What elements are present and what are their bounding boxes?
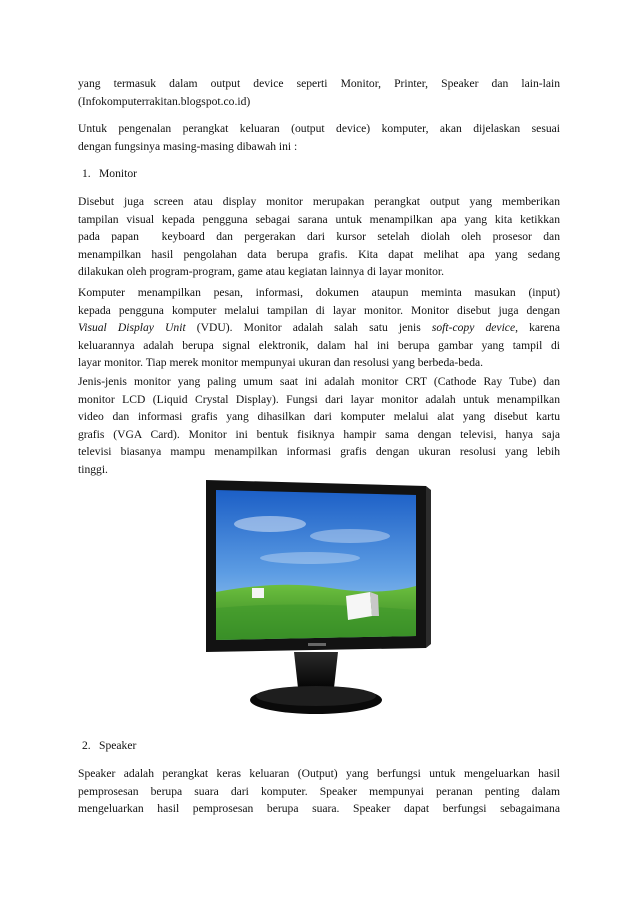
text-line: televisi biasanya mampu menampilkan informasi grafis dengan ukuran resolusi yang lebih bbox=[78, 445, 560, 459]
paragraph-monitor-definition bbox=[78, 193, 560, 281]
heading-label: Speaker bbox=[99, 739, 137, 752]
text-line: keluarannya adalah berupa signal elektronik, dalam hal ini berupa gambar yang tampil di bbox=[78, 338, 560, 352]
text-line: dengan fungsinya masing-masing dibawah ini : bbox=[78, 139, 298, 153]
text-line: Disebut juga screen atau display monitor merupakan perangkat output yang memberikan bbox=[78, 195, 560, 208]
text-line: (Infokomputerrakitan.blogspot.co.id) bbox=[78, 94, 251, 108]
text-line: mengeluarkan hasil pemprosesan berupa suara. Speaker dapat berfungsi sebagaimana bbox=[78, 802, 560, 816]
paragraph-monitor-vdu bbox=[78, 284, 560, 372]
cloud-shape bbox=[310, 529, 390, 543]
text-line: Komputer menampilkan pesan, informasi, dokumen ataupun meminta masukan (input) bbox=[78, 286, 560, 299]
text-line: tinggi. bbox=[78, 462, 108, 476]
monitor-neck bbox=[294, 652, 338, 688]
text-line: pemprosesan berupa suara dari komputer. Speaker mempunyai peranan penting dalam bbox=[78, 784, 560, 798]
text-run: , karena bbox=[515, 321, 560, 335]
text-line: kepada pengguna komputer melalui tampilan di layar monitor. Monitor disebut juga dengan bbox=[78, 303, 560, 317]
section-heading-monitor bbox=[82, 165, 137, 183]
section-heading-speaker bbox=[82, 737, 136, 755]
paragraph-intro bbox=[78, 75, 560, 110]
text-line-mixed bbox=[78, 319, 560, 337]
field-object bbox=[346, 592, 372, 620]
monitor-base-top bbox=[256, 686, 376, 706]
text-line: Untuk pengenalan perangkat keluaran (output device) komputer, akan dijelaskan sesuai bbox=[78, 122, 560, 135]
text-line: grafis (VGA Card). Monitor ini bentuk fisiknya hampir sama dengan televisi, hanya saja bbox=[78, 427, 560, 441]
text-line: pada papan keyboard dan pergerakan dari kursor setelah diolah oleh prosesor dan bbox=[78, 230, 560, 244]
paragraph-pengenalan bbox=[78, 120, 560, 155]
monitor-figure bbox=[200, 476, 432, 722]
paragraph-monitor-types bbox=[78, 373, 560, 479]
cloud-shape bbox=[234, 516, 306, 532]
lcd-monitor-icon bbox=[200, 476, 432, 722]
text-line: yang termasuk dalam output device seperti Monitor, Printer, Speaker dan lain-lain bbox=[78, 77, 560, 90]
field-object bbox=[252, 588, 264, 598]
cloud-shape bbox=[260, 552, 360, 564]
italic-term: Visual Display Unit bbox=[78, 321, 186, 335]
brand-logo bbox=[308, 643, 326, 646]
text-line: tampilan visual kepada pengguna sebagai sarana untuk menampilkan apa yang kita ketikkan bbox=[78, 212, 560, 226]
italic-term: soft-copy device bbox=[431, 321, 516, 335]
heading-number: 2. bbox=[82, 739, 91, 752]
heading-number: 1. bbox=[82, 167, 91, 180]
monitor-side bbox=[426, 486, 431, 648]
paragraph-speaker bbox=[78, 765, 560, 818]
text-line: Jenis-jenis monitor yang paling umum saat ini adalah monitor CRT (Cathode Ray Tube) dan bbox=[78, 375, 560, 388]
text-line: monitor LCD (Liquid Crystal Display). Fungsi dari layar monitor adalah untuk menampilkan bbox=[78, 392, 560, 406]
heading-label: Monitor bbox=[99, 167, 138, 180]
text-line: layar monitor. Tiap merek monitor mempunyai ukuran dan resolusi yang berbeda-beda. bbox=[78, 356, 484, 370]
text-line: video dan informasi grafis yang dihasilkan dari komputer melalui alat yang disebut kartu bbox=[78, 410, 560, 424]
text-line: dilakukan oleh program-program, game atau kegiatan lainnya di layar monitor. bbox=[78, 265, 445, 279]
text-line: menampilkan hasil pengolahan data berupa grafis. Kita dapat melihat apa yang sedang bbox=[78, 247, 560, 261]
grass-shade bbox=[216, 604, 416, 640]
text-run: (VDU). Monitor adalah salah satu jenis bbox=[185, 321, 432, 335]
text-line: Speaker adalah perangkat keras keluaran (Output) yang berfungsi untuk mengeluarkan hasil bbox=[78, 767, 560, 780]
